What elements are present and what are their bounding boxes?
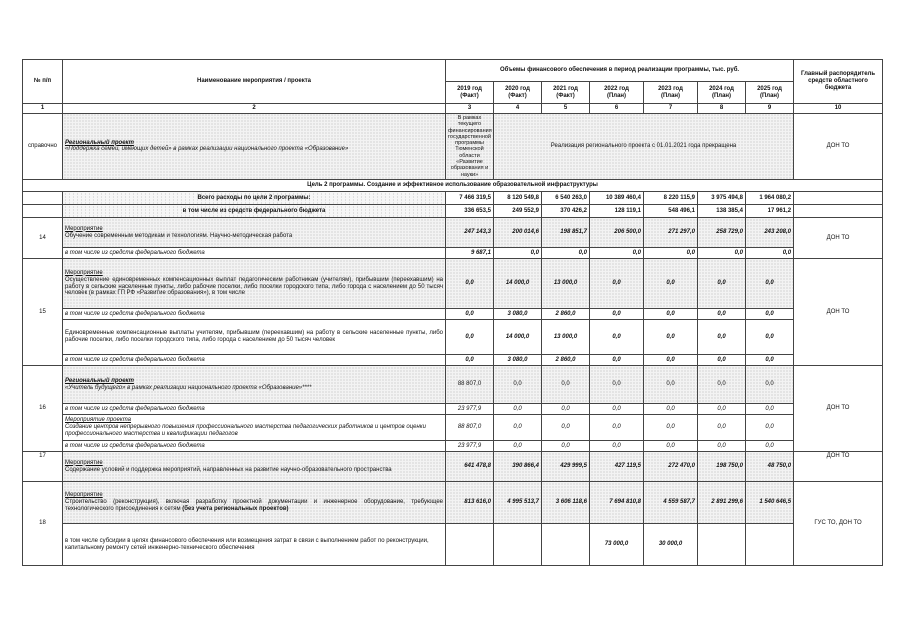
value-cell: 0,0 — [746, 259, 794, 309]
value-cell: 0,0 — [542, 441, 590, 452]
value-cell: 0,0 — [446, 259, 494, 309]
value-cell: 0,0 — [746, 320, 794, 355]
row-name — [63, 482, 446, 524]
value-cell: 0,0 — [542, 366, 590, 404]
table-row — [23, 355, 883, 366]
fed-label: в том числе из средств федерального бюджета — [63, 248, 446, 259]
row-name — [63, 113, 446, 179]
value-cell: 6 540 263,0 — [542, 192, 590, 205]
value-cell: 0,0 — [494, 404, 542, 415]
header-name: Наименование мероприятия / проекта — [63, 60, 446, 104]
value-cell: 390 866,4 — [494, 452, 542, 482]
value-cell: 2 860,0 — [542, 309, 590, 320]
row-text: Создание центров непрерывного повышения профессионального мастерства педагогических работников и центров оценки профессионального мастерства и квалификации педагогов — [65, 424, 426, 437]
value-cell — [746, 524, 794, 566]
value-cell: 0,0 — [644, 415, 698, 441]
col-number: 5 — [542, 104, 590, 114]
table-row — [23, 192, 883, 205]
col-number: 7 — [644, 104, 698, 114]
value-cell: 0,0 — [644, 441, 698, 452]
value-cell: 3 606 118,6 — [542, 482, 590, 524]
value-cell: 4 559 587,7 — [644, 482, 698, 524]
row-text-bold: (без учета региональных проектов) — [182, 505, 289, 512]
goal-title: Цель 2 программы. Создание и эффективное использование образовательной инфраструктуры — [23, 180, 883, 192]
value-cell: 206 500,0 — [590, 218, 644, 248]
value-cell: 0,0 — [746, 415, 794, 441]
value-cell: 0,0 — [590, 248, 644, 259]
value-cell: 429 999,5 — [542, 452, 590, 482]
value-cell: 0,0 — [746, 355, 794, 366]
row-title: Региональный проект — [65, 377, 134, 384]
value-cell: 2 891 299,6 — [698, 482, 746, 524]
col-number: 10 — [794, 104, 883, 114]
table-row — [23, 366, 883, 404]
value-cell — [542, 524, 590, 566]
value-cell: 14 000,0 — [494, 320, 542, 355]
value-cell: 8 120 549,8 — [494, 192, 542, 205]
header-year: 2023 год (План) — [644, 82, 698, 104]
value-cell: 0,0 — [494, 248, 542, 259]
value-cell: 3 975 494,8 — [698, 192, 746, 205]
table-row — [23, 441, 883, 452]
value-cell: 0,0 — [698, 366, 746, 404]
value-cell: 249 552,9 — [494, 205, 542, 218]
value-cell: 23 977,9 — [446, 404, 494, 415]
value-cell: 2 860,0 — [542, 355, 590, 366]
value-cell: 0,0 — [698, 259, 746, 309]
row-num: 17 — [23, 452, 63, 482]
row-text: в том числе субсидии в целях финансового обеспечения или возмещения затрат в связи с выполнением работ по реконструкции, капитальному ремонту сетей инженерно-технического обеспечения — [63, 524, 446, 566]
value-cell: 0,0 — [590, 355, 644, 366]
row-distributor: ДОН ТО — [794, 259, 883, 366]
table-row — [23, 309, 883, 320]
value-cell: 247 143,3 — [446, 218, 494, 248]
table-row — [23, 415, 883, 441]
table-row — [23, 248, 883, 259]
header-volumes: Объемы финансового обеспечения в период реализации программы, тыс. руб. — [446, 60, 794, 82]
row-num: справочно — [23, 113, 63, 179]
value-cell: 0,0 — [644, 320, 698, 355]
row-title: Мероприятие — [65, 492, 103, 499]
value-cell: 272 470,0 — [644, 452, 698, 482]
value-cell: 0,0 — [494, 415, 542, 441]
row-num: 18 — [23, 482, 63, 566]
value-cell: 336 653,5 — [446, 205, 494, 218]
row-name — [63, 259, 446, 309]
row-text: Содержание условий и поддержка мероприятий, направленных на развитие научно-образовательного пространства — [65, 466, 392, 473]
value-cell: 88 807,0 — [446, 366, 494, 404]
row-title: Мероприятие — [65, 459, 103, 466]
value-cell: 3 080,0 — [494, 309, 542, 320]
value-cell: 0,0 — [590, 404, 644, 415]
total-label: Всего расходы по цели 2 программы: — [63, 192, 446, 205]
value-cell: 48 750,0 — [746, 452, 794, 482]
header-year: 2024 год (План) — [698, 82, 746, 104]
table-row — [23, 524, 883, 566]
value-cell: 0,0 — [590, 259, 644, 309]
col-number: 6 — [590, 104, 644, 114]
value-cell: 0,0 — [590, 441, 644, 452]
row-title: Мероприятие — [65, 225, 103, 232]
value-cell — [698, 524, 746, 566]
value-cell: 0,0 — [590, 366, 644, 404]
value-cell: 198 750,0 — [698, 452, 746, 482]
table-row — [23, 259, 883, 309]
table-row — [23, 113, 883, 179]
value-cell: 243 208,0 — [746, 218, 794, 248]
value-cell: 0,0 — [746, 309, 794, 320]
row-distributor: ДОН ТО — [794, 366, 883, 452]
row-text: Осуществление единовременных компенсационных выплат педагогическим работникам (учителям), прибывшим (переехавшим) на работу в сельские населенные пункты, либо рабочие поселки, либо поселки городского типа, либо города с населением до 50 тысяч человек (в рамках ГП РФ «Развитие образования»), в том числе — [65, 276, 443, 297]
value-cell: 8 220 115,9 — [644, 192, 698, 205]
row-distributor: ДОН ТО — [794, 218, 883, 259]
value-cell — [494, 524, 542, 566]
value-cell: 0,0 — [590, 320, 644, 355]
value-cell: 271 297,0 — [644, 218, 698, 248]
value-cell: 9 687,1 — [446, 248, 494, 259]
col-number: 3 — [446, 104, 494, 114]
value-cell: 0,0 — [746, 441, 794, 452]
value-cell: 813 616,0 — [446, 482, 494, 524]
row-num: 16 — [23, 366, 63, 452]
value-cell: 0,0 — [446, 309, 494, 320]
value-cell: 14 000,0 — [494, 259, 542, 309]
row-name — [63, 452, 446, 482]
value-cell: 0,0 — [590, 415, 644, 441]
value-cell: 0,0 — [746, 366, 794, 404]
fed-label: в том числе из средств федерального бюджета — [63, 309, 446, 320]
value-cell: 370 426,2 — [542, 205, 590, 218]
total-label: в том числе из средств федерального бюджета — [63, 205, 446, 218]
ref-note-rest: Реализация регионального проекта с 01.01.2021 года прекращена — [494, 113, 794, 179]
value-cell: 0,0 — [494, 366, 542, 404]
value-cell: 7 694 810,8 — [590, 482, 644, 524]
header-num: № п/п — [23, 60, 63, 104]
col-number: 9 — [746, 104, 794, 114]
value-cell: 0,0 — [644, 309, 698, 320]
header-year: 2020 год (Факт) — [494, 82, 542, 104]
value-cell: 0,0 — [698, 355, 746, 366]
header-year: 2025 год (План) — [746, 82, 794, 104]
value-cell: 3 080,0 — [494, 355, 542, 366]
value-cell: 0,0 — [644, 355, 698, 366]
value-cell: 0,0 — [644, 259, 698, 309]
row-text: «Учитель будущего» в рамках реализации национального проекта «Образование»**** — [65, 384, 312, 391]
row-title: Мероприятие — [65, 269, 103, 276]
ref-note-2019: В рамках текущего финансирования государственной программы Тюменской области «Развитие образования и науки» — [446, 113, 494, 179]
row-name — [63, 366, 446, 404]
table-row — [23, 218, 883, 248]
value-cell: 1 964 080,2 — [746, 192, 794, 205]
value-cell: 1 540 646,5 — [746, 482, 794, 524]
program-table — [22, 59, 883, 566]
value-cell: 7 466 319,5 — [446, 192, 494, 205]
value-cell: 0,0 — [644, 366, 698, 404]
value-cell: 0,0 — [494, 441, 542, 452]
value-cell: 0,0 — [542, 248, 590, 259]
col-number: 1 — [23, 104, 63, 114]
value-cell: 427 119,5 — [590, 452, 644, 482]
value-cell: 73 000,0 — [590, 524, 644, 566]
value-cell: 0,0 — [446, 355, 494, 366]
row-text-wrap — [65, 499, 443, 513]
table-row — [23, 404, 883, 415]
row-name — [63, 415, 446, 441]
table-row — [23, 452, 883, 482]
header-year: 2021 год (Факт) — [542, 82, 590, 104]
row-title: Мероприятие проекта — [65, 417, 132, 424]
value-cell — [446, 524, 494, 566]
table-row — [23, 482, 883, 524]
value-cell: 0,0 — [698, 415, 746, 441]
value-cell: 13 000,0 — [542, 259, 590, 309]
value-cell: 17 961,2 — [746, 205, 794, 218]
value-cell: 138 385,4 — [698, 205, 746, 218]
fed-label: в том числе из средств федерального бюджета — [63, 441, 446, 452]
value-cell: 0,0 — [746, 404, 794, 415]
value-cell: 641 478,8 — [446, 452, 494, 482]
table-row — [23, 205, 883, 218]
row-text: Строительство (реконструкция), включая разработку проектной документации и инженерное оборудование, требующее технологического присоединения к сетям — [65, 499, 443, 512]
value-cell: 0,0 — [644, 248, 698, 259]
row-text: Единовременные компенсационные выплаты учителям, прибывшим (переехавшим) на работу в сельские населенные пункты, либо рабочие поселки, либо поселки городского типа, либо города с населением до 50 тысяч человек — [63, 320, 446, 355]
value-cell: 0,0 — [590, 309, 644, 320]
value-cell: 10 389 460,4 — [590, 192, 644, 205]
header-distributor: Главный распорядитель средств областного бюджета — [794, 60, 883, 104]
row-distributor: ДОН ТО — [794, 113, 883, 179]
col-number: 4 — [494, 104, 542, 114]
value-cell: 128 119,1 — [590, 205, 644, 218]
value-cell: 0,0 — [698, 441, 746, 452]
value-cell: 13 000,0 — [542, 320, 590, 355]
value-cell: 23 977,9 — [446, 441, 494, 452]
fed-label: в том числе из средств федерального бюджета — [63, 404, 446, 415]
col-number: 2 — [63, 104, 446, 114]
value-cell: 0,0 — [746, 248, 794, 259]
table-row — [23, 320, 883, 355]
row-num: 15 — [23, 259, 63, 366]
value-cell: 0,0 — [698, 404, 746, 415]
row-distributor: ДОН ТО — [794, 452, 883, 482]
value-cell: 88 807,0 — [446, 415, 494, 441]
value-cell: 30 000,0 — [644, 524, 698, 566]
value-cell: 0,0 — [698, 248, 746, 259]
fed-label: в том числе из средств федерального бюджета — [63, 355, 446, 366]
col-number: 8 — [698, 104, 746, 114]
row-num: 14 — [23, 218, 63, 259]
row-name — [63, 218, 446, 248]
row-distributor: ГУС ТО, ДОН ТО — [794, 482, 883, 566]
value-cell: 0,0 — [446, 320, 494, 355]
value-cell: 0,0 — [644, 404, 698, 415]
value-cell: 4 995 513,7 — [494, 482, 542, 524]
value-cell: 200 014,6 — [494, 218, 542, 248]
value-cell: 198 851,7 — [542, 218, 590, 248]
row-title: Региональный проект — [65, 139, 134, 146]
value-cell: 0,0 — [542, 404, 590, 415]
header-year: 2022 год (План) — [590, 82, 644, 104]
row-text: «Поддержка семей, имеющих детей» в рамках реализации национального проекта «Образование» — [65, 146, 349, 153]
value-cell: 548 496,1 — [644, 205, 698, 218]
header-year: 2019 год (Факт) — [446, 82, 494, 104]
value-cell: 258 729,0 — [698, 218, 746, 248]
value-cell: 0,0 — [698, 320, 746, 355]
row-text: Обучение современным методикам и технологиям. Научно-методическая работа — [65, 232, 293, 239]
value-cell: 0,0 — [542, 415, 590, 441]
value-cell: 0,0 — [698, 309, 746, 320]
